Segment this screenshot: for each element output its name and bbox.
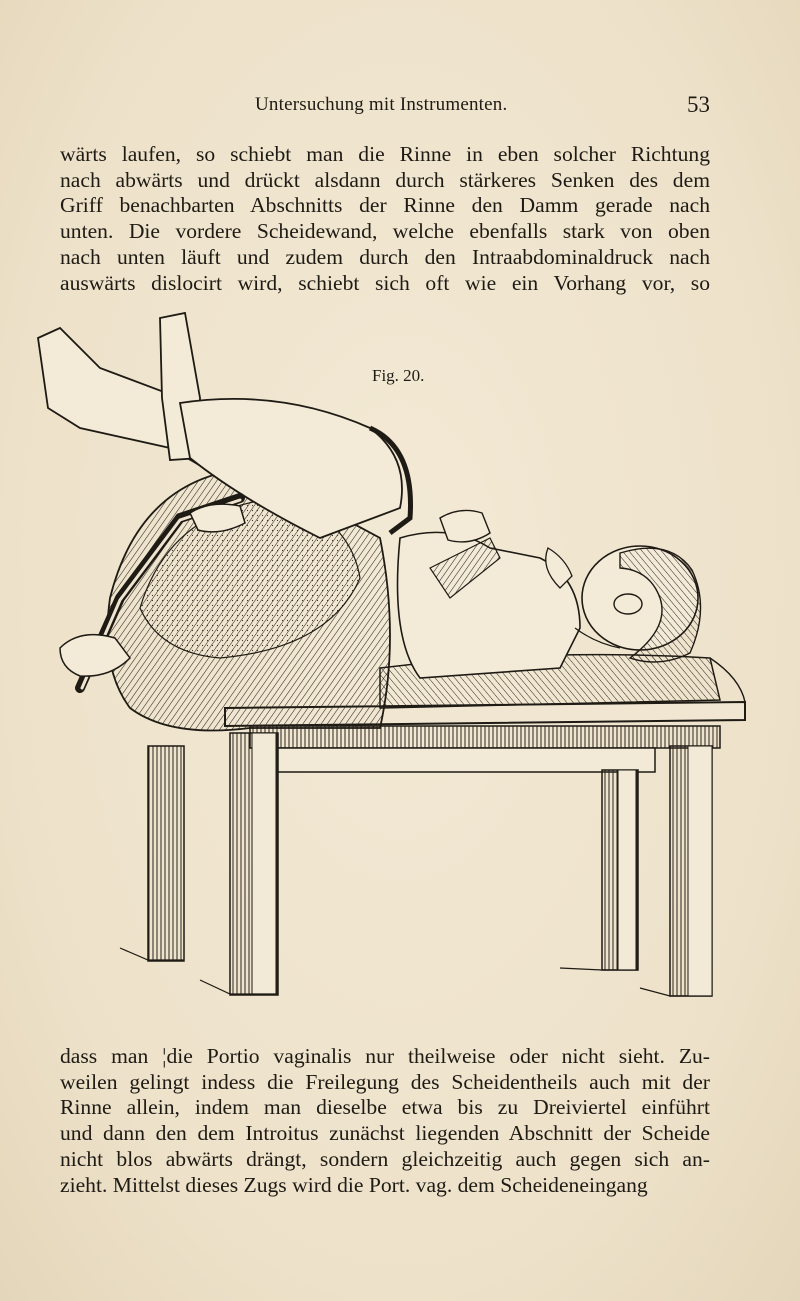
text-line: nach abwärts und drückt alsdann durch stärkeres Senken des dem [60, 167, 710, 192]
text-line: Rinne allein, indem man dieselbe etwa bis zu Dreiviertel einführt [60, 1095, 710, 1120]
engraving-illustration [20, 308, 760, 1008]
running-title: Untersuchung mit Instrumenten. [255, 94, 508, 115]
figure-caption: Fig. 20. [372, 366, 425, 385]
paragraph-top [60, 142, 710, 296]
text-line: und dann den dem Introitus zunächst liegenden Abschnitt der Scheide [60, 1121, 710, 1146]
text-line: auswärts dislocirt wird, schiebt sich oft wie ein Vorhang vor, so [60, 270, 710, 295]
text-line: weilen gelingt indess die Freilegung des Scheidentheils auch mit der [60, 1069, 710, 1094]
text-line: Griff benachbarten Abschnitts der Rinne den Damm gerade nach [60, 193, 710, 218]
text-line: unten. Die vordere Scheidewand, welche ebenfalls stark von oben [60, 219, 710, 244]
text-line: nicht blos abwärts drängt, sondern gleichzeitig auch gegen sich an- [60, 1146, 710, 1171]
text-line: nach unten läuft und zudem durch den Intraabdominaldruck nach [60, 244, 710, 269]
table [120, 702, 745, 996]
text-line: dass man ¦die Portio vaginalis nur theilweise oder nicht sieht. Zu- [60, 1044, 710, 1068]
paragraph-bottom [60, 1044, 710, 1198]
page-header [60, 92, 710, 122]
text-line: zieht. Mittelst dieses Zugs wird die Port. vag. dem Scheideneingang [60, 1172, 648, 1197]
figure-illustration [20, 308, 760, 1008]
page-number: 53 [687, 92, 710, 117]
text-line: wärts laufen, so schiebt man die Rinne in eben solcher Richtung [60, 142, 710, 166]
